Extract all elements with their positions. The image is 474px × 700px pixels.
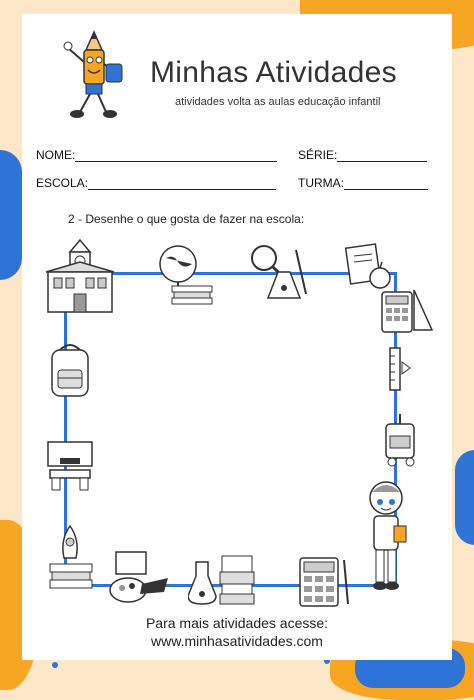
- boy-student-icon: [364, 480, 410, 592]
- page-title: Minhas Atividades: [150, 56, 397, 89]
- paint-graduation-icon: [106, 550, 172, 608]
- class-blank-line[interactable]: [344, 177, 428, 190]
- magnifier-lab-icon: [246, 242, 312, 304]
- exercise-instruction: 2 - Desenhe o que gosta de fazer na escola:: [68, 212, 305, 226]
- school-building-icon: [42, 236, 118, 316]
- ruler-icon: [382, 346, 412, 392]
- pencil-mascot-icon: [60, 30, 132, 120]
- calculator-icon: [296, 556, 354, 608]
- school-label: ESCOLA:: [36, 176, 89, 190]
- name-field: [36, 148, 277, 162]
- school-field: [36, 176, 276, 190]
- dot: [52, 662, 58, 668]
- flask-books-icon: [188, 552, 258, 608]
- grade-label: SÉRIE:: [298, 148, 338, 162]
- chalkboard-desk-icon: [44, 440, 96, 492]
- lunchbox-icon: [380, 412, 422, 468]
- name-blank-line[interactable]: [75, 149, 277, 162]
- drawing-area[interactable]: [64, 272, 397, 587]
- blue-blob-right: [455, 450, 474, 545]
- globe-books-icon: [148, 240, 214, 306]
- grade-blank-line[interactable]: [337, 149, 427, 162]
- backpack-icon: [44, 340, 96, 400]
- class-label: TURMA:: [298, 176, 344, 190]
- footer-website-link[interactable]: www.minhasatividades.com: [151, 633, 323, 649]
- calculator-ruler-icon: [378, 286, 436, 336]
- blue-blob-left: [0, 150, 22, 280]
- page-subtitle: atividades volta as aulas educação infantil: [175, 96, 381, 108]
- footer-text: Para mais atividades acesse:: [145, 615, 329, 631]
- class-field: [298, 176, 428, 190]
- paper-apple-icon: [344, 242, 396, 292]
- school-blank-line[interactable]: [88, 177, 276, 190]
- footer: [0, 614, 474, 650]
- name-label: NOME:: [36, 148, 76, 162]
- rocket-books-icon: [44, 522, 98, 592]
- grade-field: [298, 148, 427, 162]
